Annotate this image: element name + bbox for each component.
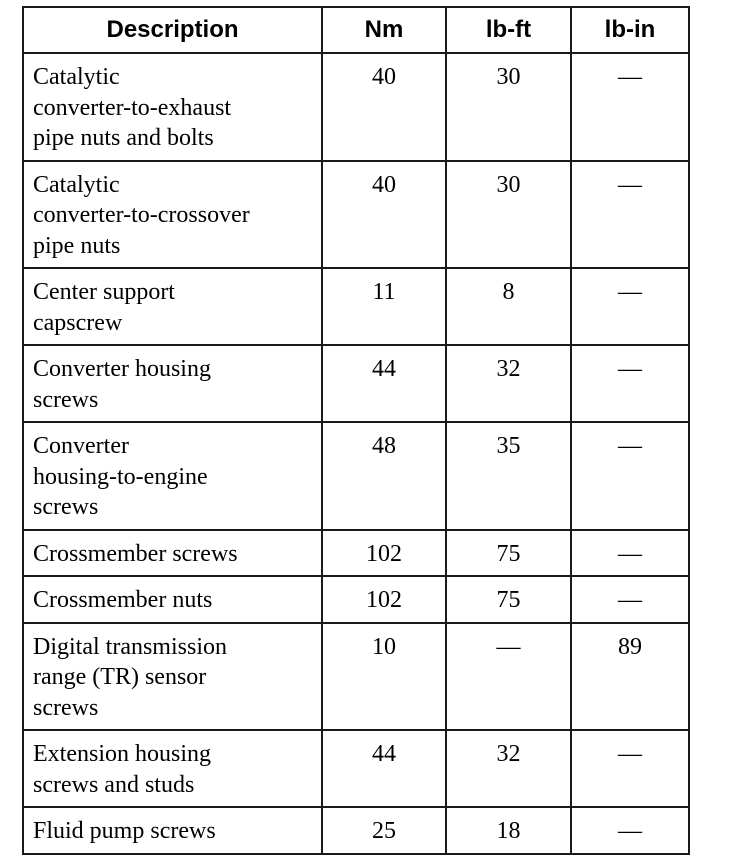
description-line: Crossmember nuts [33, 587, 213, 613]
cell-nm: 25 [322, 807, 446, 854]
cell-lb-in: — [571, 530, 689, 577]
description-line: range (TR) sensor [33, 664, 207, 690]
description-line: Converter housing [33, 356, 211, 382]
cell-lb-ft: 75 [446, 530, 571, 577]
cell-description [23, 807, 322, 854]
cell-description [23, 730, 322, 807]
cell-nm: 48 [322, 422, 446, 530]
header-lb-ft: lb-ft [446, 7, 571, 53]
cell-lb-in: — [571, 576, 689, 623]
description-line: Converter [33, 433, 129, 459]
cell-lb-in: — [571, 422, 689, 530]
table-row [23, 345, 689, 422]
description-line: screws [33, 386, 99, 413]
description-line: Catalytic [33, 64, 120, 90]
table-row [23, 530, 689, 577]
cell-description [23, 161, 322, 269]
cell-nm: 11 [322, 268, 446, 345]
cell-lb-in: — [571, 345, 689, 422]
cell-lb-in: — [571, 53, 689, 161]
torque-specification-table [22, 6, 690, 855]
cell-lb-in: 89 [571, 623, 689, 731]
cell-lb-ft: 18 [446, 807, 571, 854]
cell-nm: 102 [322, 530, 446, 577]
table-row [23, 623, 689, 731]
description-line: Extension housing [33, 741, 211, 767]
header-lb-in: lb-in [571, 7, 689, 53]
description-line: Catalytic [33, 171, 120, 198]
cell-nm: 40 [322, 161, 446, 269]
cell-lb-ft: — [446, 623, 571, 731]
table-row [23, 53, 689, 161]
cell-lb-in: — [571, 807, 689, 854]
cell-lb-ft: 32 [446, 345, 571, 422]
description-line: Crossmember screws [33, 540, 238, 567]
cell-description [23, 623, 322, 731]
cell-lb-ft: 30 [446, 53, 571, 161]
cell-nm: 44 [322, 730, 446, 807]
description-line: screws and studs [33, 771, 195, 798]
table-row [23, 730, 689, 807]
cell-description [23, 530, 322, 577]
description-line: screws [33, 694, 99, 721]
description-line: converter-to-crossover [33, 202, 250, 228]
cell-lb-in: — [571, 161, 689, 269]
cell-description [23, 53, 322, 161]
cell-description [23, 576, 322, 623]
description-line: pipe nuts [33, 232, 121, 259]
cell-nm: 44 [322, 345, 446, 422]
cell-lb-in: — [571, 730, 689, 807]
cell-nm: 10 [322, 623, 446, 731]
header-nm: Nm [322, 7, 446, 53]
description-line: Digital transmission [33, 633, 227, 660]
table-row [23, 161, 689, 269]
table-row [23, 422, 689, 530]
description-line: housing-to-engine [33, 463, 208, 490]
description-line: capscrew [33, 309, 123, 336]
cell-description [23, 268, 322, 345]
table-header-row [23, 7, 689, 53]
cell-nm: 102 [322, 576, 446, 623]
table-row [23, 576, 689, 623]
table-row [23, 807, 689, 854]
description-line: Center support [33, 279, 175, 305]
cell-lb-ft: 8 [446, 268, 571, 345]
header-description: Description [23, 7, 322, 53]
cell-lb-ft: 35 [446, 422, 571, 530]
description-line: screws [33, 494, 99, 520]
description-line: pipe nuts and bolts [33, 125, 214, 151]
cell-lb-ft: 75 [446, 576, 571, 623]
cell-nm: 40 [322, 53, 446, 161]
description-line: Fluid pump screws [33, 818, 216, 844]
cell-lb-in: — [571, 268, 689, 345]
table-row [23, 268, 689, 345]
cell-lb-ft: 32 [446, 730, 571, 807]
cell-description [23, 345, 322, 422]
cell-description [23, 422, 322, 530]
description-line: converter-to-exhaust [33, 94, 232, 121]
cell-lb-ft: 30 [446, 161, 571, 269]
